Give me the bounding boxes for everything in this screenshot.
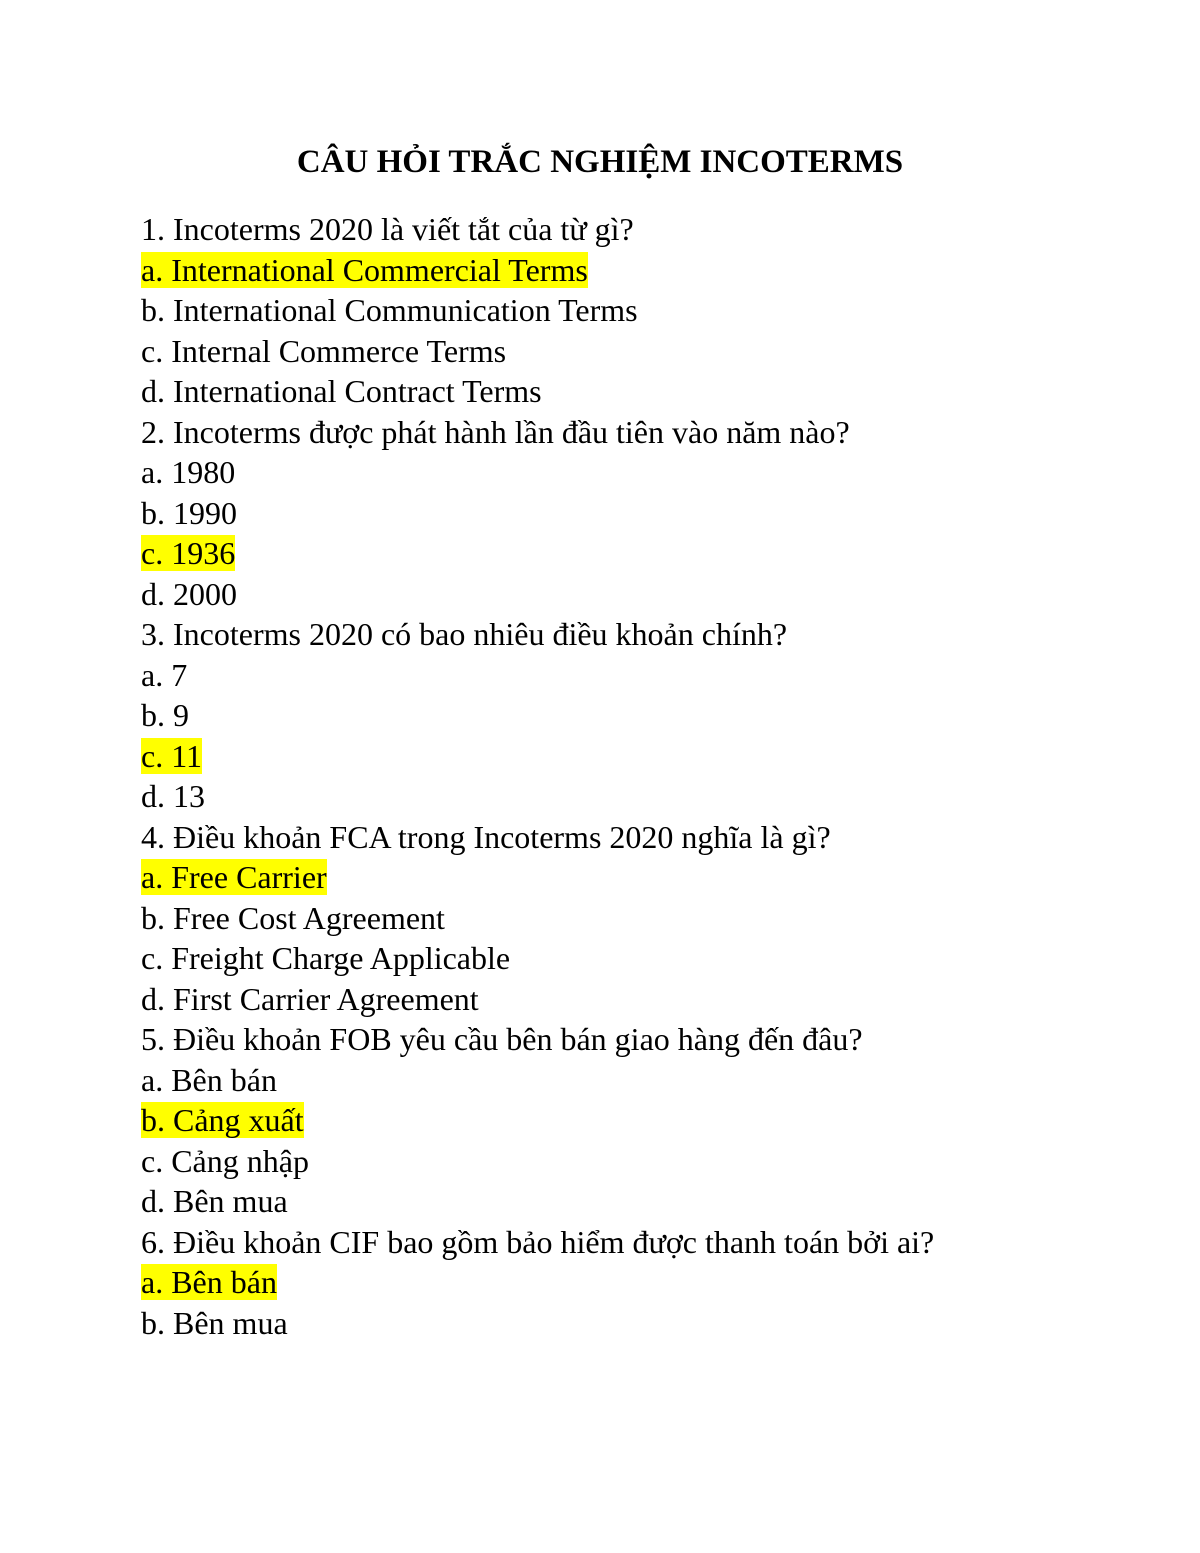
question-list <box>141 209 1141 1343</box>
option-text: b. 1990 <box>141 494 237 531</box>
option-1a <box>141 250 1141 291</box>
question-1 <box>141 209 1141 250</box>
option-2c <box>141 533 1141 574</box>
option-text: c. 1936 <box>141 535 236 571</box>
option-1d <box>141 371 1141 412</box>
option-5b <box>141 1100 1141 1141</box>
option-text: a. Bên bán <box>141 1061 277 1098</box>
question-text: 4. Điều khoản FCA trong Incoterms 2020 nghĩa là gì? <box>141 818 831 855</box>
option-text: d. Bên mua <box>141 1183 288 1219</box>
option-text: a. 1980 <box>141 454 236 490</box>
option-text: d. First Carrier Agreement <box>141 980 479 1017</box>
option-6b <box>141 1303 1141 1344</box>
option-text: c. Internal Commerce Terms <box>141 332 507 369</box>
option-text: d. 2000 <box>141 575 237 612</box>
option-text: b. 9 <box>141 697 189 733</box>
option-text: c. Freight Charge Applicable <box>141 940 511 976</box>
option-3b <box>141 695 1141 736</box>
option-4d <box>141 979 1141 1020</box>
option-text: d. International Contract Terms <box>141 373 542 409</box>
option-text: a. Bên bán <box>141 1264 277 1300</box>
option-text: b. International Communication Terms <box>141 292 638 328</box>
question-text: 2. Incoterms được phát hành lần đầu tiên vào năm nào? <box>141 413 850 450</box>
option-4c <box>141 938 1141 979</box>
option-text: a. International Commercial Terms <box>141 251 588 288</box>
option-2d <box>141 574 1141 615</box>
option-5c <box>141 1141 1141 1182</box>
option-text: a. 7 <box>141 656 188 693</box>
question-5 <box>141 1019 1141 1060</box>
option-3c <box>141 736 1141 777</box>
question-text: 6. Điều khoản CIF bao gồm bảo hiểm được thanh toán bởi ai? <box>141 1223 935 1260</box>
option-5d <box>141 1181 1141 1222</box>
option-4a <box>141 857 1141 898</box>
option-3a <box>141 655 1141 696</box>
option-6a <box>141 1262 1141 1303</box>
option-text: d. 13 <box>141 778 205 814</box>
option-text: b. Bên mua <box>141 1304 288 1341</box>
option-1c <box>141 331 1141 372</box>
option-1b <box>141 290 1141 331</box>
option-text: a. Free Carrier <box>141 859 327 895</box>
option-text: c. 11 <box>141 737 203 774</box>
option-5a <box>141 1060 1141 1101</box>
question-6 <box>141 1222 1141 1263</box>
question-text: 3. Incoterms 2020 có bao nhiêu điều khoản chính? <box>141 616 788 652</box>
option-text: b. Free Cost Agreement <box>141 899 445 936</box>
question-text: 1. Incoterms 2020 là viết tắt của từ gì? <box>141 211 634 247</box>
document-title: CÂU HỎI TRẮC NGHIỆM INCOTERMS <box>296 144 904 180</box>
option-3d <box>141 776 1141 817</box>
option-2b <box>141 493 1141 534</box>
question-2 <box>141 412 1141 453</box>
question-text: 5. Điều khoản FOB yêu cầu bên bán giao hàng đến đâu? <box>141 1021 863 1057</box>
option-text: b. Cảng xuất <box>141 1102 304 1138</box>
question-3 <box>141 614 1141 655</box>
question-4 <box>141 817 1141 858</box>
option-text: c. Cảng nhập <box>141 1142 309 1179</box>
option-4b <box>141 898 1141 939</box>
option-2a <box>141 452 1141 493</box>
